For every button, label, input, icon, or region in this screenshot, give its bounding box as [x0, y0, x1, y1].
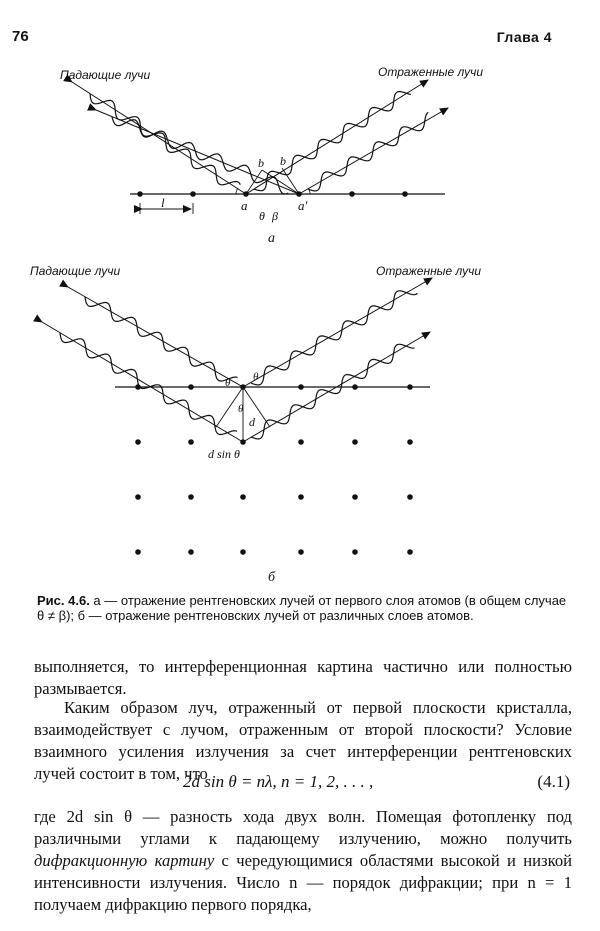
perpendicular-right — [243, 387, 270, 427]
atom — [298, 549, 304, 555]
atom — [137, 191, 143, 197]
label-d: d — [249, 415, 255, 429]
atom — [407, 549, 413, 555]
atom — [190, 191, 196, 197]
atom — [349, 191, 355, 197]
figure-b-sublabel: б — [268, 570, 276, 585]
label-b-left: b — [258, 156, 264, 170]
atom — [298, 439, 304, 445]
atom — [188, 439, 194, 445]
atom — [352, 384, 358, 390]
equation-number: (4.1) — [537, 772, 570, 791]
formula-4-1: 2d sin θ = nλ, n = 1, 2, . . . , — [183, 772, 374, 791]
figure-a-sublabel: а — [268, 231, 275, 246]
label-b-right: b — [280, 154, 286, 168]
wave — [254, 92, 411, 191]
atom — [352, 549, 358, 555]
reflected-rays-label-b: Отраженные лучи — [376, 264, 482, 278]
label-beta-a: β — [272, 209, 278, 223]
wave-group-a — [90, 92, 428, 195]
atom — [188, 549, 194, 555]
paragraph-3-start: где 2d sin θ — разность хода двух волн. Помещая фотопленку под различными углами к падающему излучению, можно получить — [34, 807, 572, 848]
caption-text: а — отражение рентгеновских лучей от первого слоя атомов (в общем случае θ ≠ β); б — отражение рентгеновских лучей от различных слоев атомов. — [37, 593, 567, 623]
atom — [135, 549, 141, 555]
atom — [407, 439, 413, 445]
label-theta-a: θ — [259, 209, 265, 223]
caption-label: Рис. 4.6. — [37, 593, 90, 608]
atom — [402, 191, 408, 197]
paragraph-1: выполняется, то интерференционная картина частично или полностью размывается. — [34, 657, 572, 698]
incident-rays-label-a: Падающие лучи — [60, 68, 151, 82]
label-point-a-prime: a′ — [298, 198, 308, 213]
atom — [352, 494, 358, 500]
page-number: 76 — [12, 28, 29, 45]
atom — [188, 494, 194, 500]
atom — [135, 494, 141, 500]
atom — [240, 549, 246, 555]
wave — [308, 112, 428, 191]
atom — [298, 494, 304, 500]
atom — [407, 384, 413, 390]
label-theta-right: θ — [253, 371, 259, 383]
atom — [407, 494, 413, 500]
incident-ray-b1 — [68, 287, 243, 387]
chapter-title: Глава 4 — [496, 29, 552, 45]
atom — [240, 494, 246, 500]
reflected-rays-label-a: Отраженные лучи — [378, 65, 484, 79]
wave — [251, 344, 415, 439]
paragraph-3-end: с чередующимися областями высокой и низкой интенсивности излучения. Число n — порядок дифракции; при n = 1 получаем дифракцию первого порядка, — [34, 851, 572, 914]
label-dsin-theta: d sin θ — [208, 447, 240, 461]
reflected-ray-b1 — [243, 278, 432, 387]
label-theta-left: θ — [225, 377, 231, 389]
incident-ray-b2 — [42, 322, 243, 442]
atom-lattice-b — [135, 384, 413, 555]
label-theta-mid: θ — [238, 403, 244, 415]
incident-ray-1 — [72, 82, 246, 194]
label-spacing-l: l — [161, 195, 165, 210]
atom — [298, 384, 304, 390]
figure-a — [60, 65, 483, 246]
angle-arc-beta — [308, 188, 310, 194]
atom — [352, 439, 358, 445]
wave — [251, 291, 417, 385]
incident-rays-label-b: Падающие лучи — [30, 264, 121, 278]
paragraph-2: Каким образом луч, отраженный от первой плоскости кристалла, взаимодействует с лучом, отраженным от второй плоскости? Условие взаимного усиления излучения за счет интерференции рентгеновских лучей состоит в том, что — [34, 698, 572, 783]
figure-b — [30, 264, 481, 585]
atom — [188, 384, 194, 390]
atom — [135, 439, 141, 445]
label-point-a: a — [241, 198, 248, 213]
angle-arc-theta — [236, 188, 238, 194]
figure-caption — [37, 593, 567, 623]
emphasis-diffraction-pattern: дифракционную картину — [34, 851, 215, 870]
paragraph-3 — [34, 806, 572, 916]
